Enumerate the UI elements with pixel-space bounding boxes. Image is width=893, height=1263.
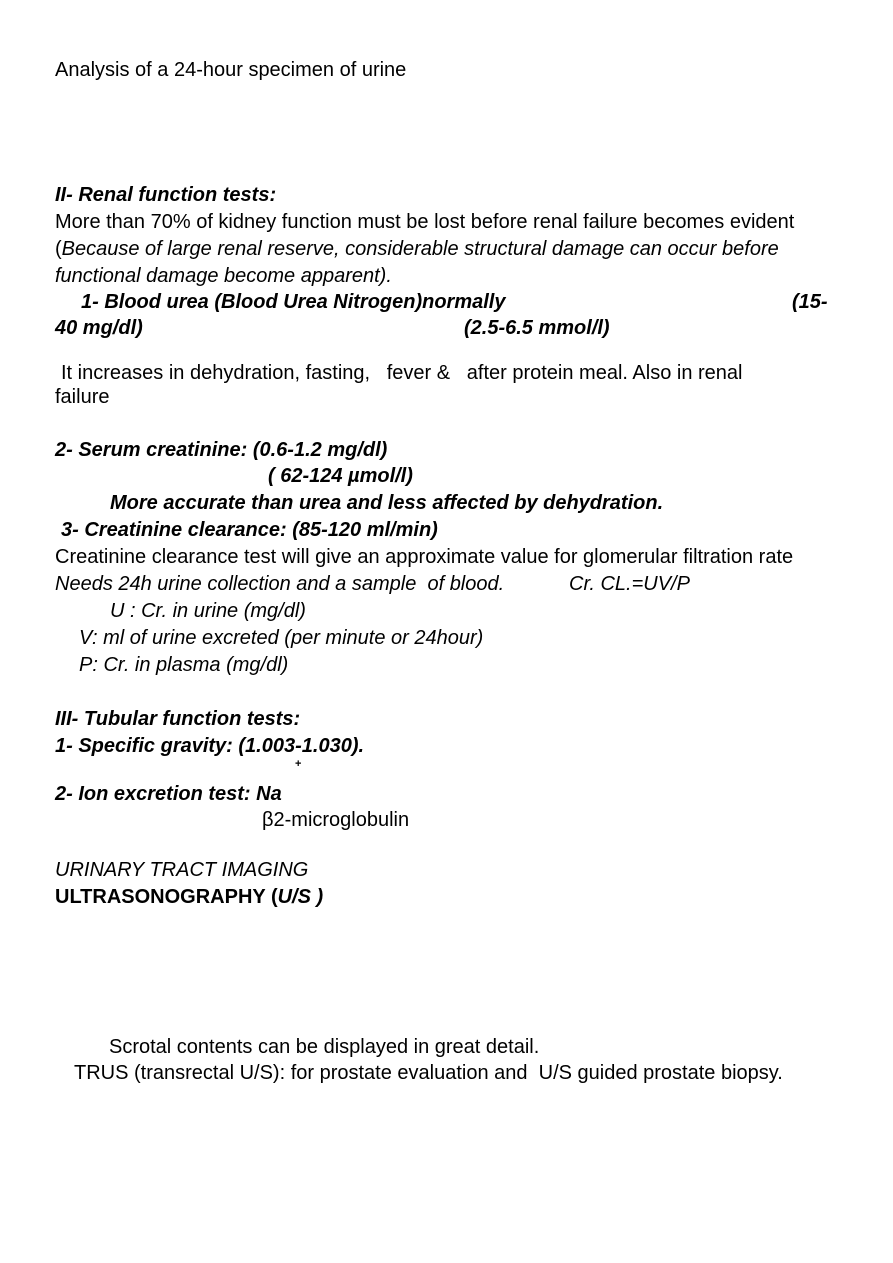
definition-p: P: Cr. in plasma (mg/dl) xyxy=(79,654,289,676)
bun-description-line2: failure xyxy=(55,386,110,408)
renal-note-line1 xyxy=(55,239,779,259)
renal-note-open: ( xyxy=(55,238,62,260)
sodium-plus-superscript: + xyxy=(295,758,302,770)
creatinine-note: More accurate than urea and less affected by dehydration. xyxy=(110,492,664,514)
renal-note-text: Because of large renal reserve, considerable structural damage can occur before xyxy=(61,238,779,260)
definition-v: V: ml of urine excreted (per minute or 24hour) xyxy=(79,627,484,649)
ultrasonography-abbr: U/S ) xyxy=(277,886,324,908)
bun-mmol: (2.5-6.5 mmol/l) xyxy=(464,317,610,339)
imaging-heading: URINARY TRACT IMAGING xyxy=(55,859,309,881)
clearance-description: Creatinine clearance test will give an approximate value for glomerular filtration rate xyxy=(55,546,794,568)
creatinine-label: 2- Serum creatinine: (0.6-1.2 mg/dl) xyxy=(55,439,388,461)
bun-description-line1: It increases in dehydration, fasting, fever & after protein meal. Also in renal xyxy=(61,362,743,384)
creatinine-umol: ( 62-124 µmol/l) xyxy=(268,465,413,487)
tubular-heading: III- Tubular function tests: xyxy=(55,708,301,730)
specific-gravity: 1- Specific gravity: (1.003-1.030). xyxy=(55,735,365,757)
bun-range-end: 40 mg/dl) xyxy=(55,317,143,339)
clearance-formula: Cr. CL.=UV/P xyxy=(569,573,690,595)
scrotal-text: Scrotal contents can be displayed in great detail. xyxy=(109,1036,540,1058)
document-title: Analysis of a 24-hour specimen of urine xyxy=(55,59,407,81)
ultrasonography-label: ULTRASONOGRAPHY ( xyxy=(55,886,278,908)
trus-text: TRUS (transrectal U/S): for prostate evaluation and U/S guided prostate biopsy. xyxy=(74,1062,783,1084)
clearance-needs: Needs 24h urine collection and a sample of blood. xyxy=(55,573,505,595)
bun-range-start: (15- xyxy=(792,291,828,313)
bun-label: 1- Blood urea (Blood Urea Nitrogen)normally xyxy=(81,291,506,313)
renal-note-line2: functional damage become apparent). xyxy=(55,265,392,287)
renal-heading: II- Renal function tests: xyxy=(55,184,277,206)
clearance-label: 3- Creatinine clearance: (85-120 ml/min) xyxy=(61,519,438,541)
ultrasonography-heading xyxy=(55,887,323,907)
renal-intro: More than 70% of kidney function must be lost before renal failure becomes evident xyxy=(55,211,795,233)
definition-u: U : Cr. in urine (mg/dl) xyxy=(110,600,306,622)
ion-excretion: 2- Ion excretion test: Na xyxy=(55,783,282,805)
beta2-microglobulin: β2-microglobulin xyxy=(262,809,410,831)
